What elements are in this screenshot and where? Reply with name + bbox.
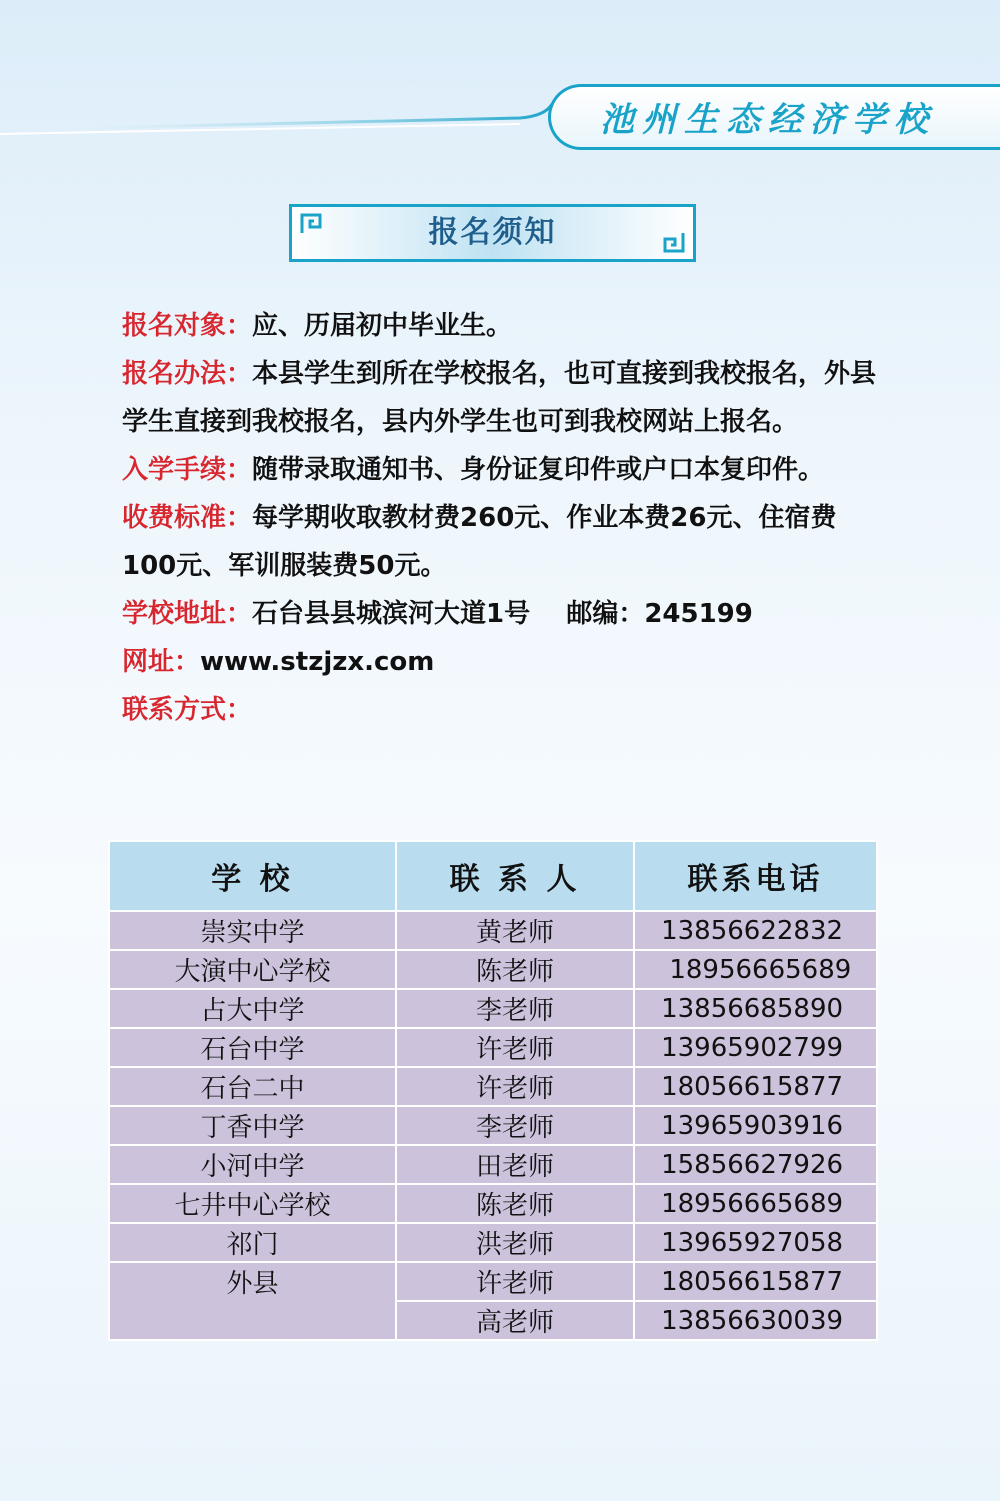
table-row — [109, 1145, 877, 1184]
table-row — [109, 1223, 877, 1262]
website-link[interactable]: www.stzjzx.com — [200, 647, 435, 677]
header-contact: 联 系 人 — [396, 841, 634, 911]
contact-cell: 陈老师 — [396, 950, 634, 989]
phone-cell: 18056615877 — [634, 1262, 877, 1301]
contact-cell: 许老师 — [396, 1067, 634, 1106]
school-cell: 崇实中学 — [109, 911, 396, 950]
contact-cell: 李老师 — [396, 989, 634, 1028]
contact-table — [108, 840, 878, 1341]
phone-cell: 13965927058 — [634, 1223, 877, 1262]
phone-cell: 13856685890 — [634, 989, 877, 1028]
corner-ornament-icon — [663, 231, 685, 253]
info-item-method: 报名办法：本县学生到所在学校报名，也可直接到我校报名，外县学生直接到我校报名，县内外学生也可到我校网站上报名。 — [122, 359, 877, 437]
school-cell: 石台中学 — [109, 1028, 396, 1067]
phone-cell: 13856630039 — [634, 1301, 877, 1340]
contact-cell: 洪老师 — [396, 1223, 634, 1262]
contact-cell: 田老师 — [396, 1145, 634, 1184]
section-heading-box — [289, 204, 696, 262]
table-row — [109, 989, 877, 1028]
phone-cell: 18956665689 — [634, 950, 877, 989]
table-row — [109, 911, 877, 950]
contact-cell: 高老师 — [396, 1301, 634, 1340]
info-item-procedure: 入学手续：随带录取通知书、身份证复印件或户口本复印件。 — [122, 455, 825, 485]
table-row — [109, 1184, 877, 1223]
phone-cell: 18056615877 — [634, 1067, 877, 1106]
school-cell: 小河中学 — [109, 1145, 396, 1184]
school-cell: 占大中学 — [109, 989, 396, 1028]
info-item-address: 学校地址：石台县县城滨河大道1号 邮编：245199 — [122, 599, 753, 629]
info-item-target: 报名对象：应、历届初中毕业生。 — [122, 311, 513, 341]
phone-cell: 13965902799 — [634, 1028, 877, 1067]
info-item-website: 网址：www.stzjzx.com — [122, 647, 435, 677]
table-row — [109, 1262, 877, 1301]
school-cell: 外县 — [109, 1262, 396, 1340]
info-item-contact: 联系方式： — [122, 695, 253, 725]
phone-cell: 18956665689 — [634, 1184, 877, 1223]
info-item-fees: 收费标准：每学期收取教材费260元、作业本费26元、住宿费100元、军训服装费50元。 — [122, 503, 837, 581]
phone-cell: 15856627926 — [634, 1145, 877, 1184]
registration-info — [122, 302, 882, 734]
phone-cell: 13856622832 — [634, 911, 877, 950]
school-cell: 七井中心学校 — [109, 1184, 396, 1223]
contact-cell: 许老师 — [396, 1262, 634, 1301]
school-cell: 石台二中 — [109, 1067, 396, 1106]
header-phone: 联系电话 — [634, 841, 877, 911]
school-cell: 丁香中学 — [109, 1106, 396, 1145]
table-row — [109, 1106, 877, 1145]
school-cell: 祁门 — [109, 1223, 396, 1262]
table-row — [109, 1067, 877, 1106]
contact-cell: 陈老师 — [396, 1184, 634, 1223]
header-swoosh-line — [0, 90, 560, 150]
contact-cell: 黄老师 — [396, 911, 634, 950]
school-cell: 大演中心学校 — [109, 950, 396, 989]
header-school: 学 校 — [109, 841, 396, 911]
table-row — [109, 950, 877, 989]
table-row — [109, 1028, 877, 1067]
section-title: 报名须知 — [428, 215, 557, 250]
school-name-title: 池州生态经济学校 — [600, 100, 936, 140]
phone-cell: 13965903916 — [634, 1106, 877, 1145]
contact-cell: 许老师 — [396, 1028, 634, 1067]
table-header-row — [109, 841, 877, 911]
contact-cell: 李老师 — [396, 1106, 634, 1145]
